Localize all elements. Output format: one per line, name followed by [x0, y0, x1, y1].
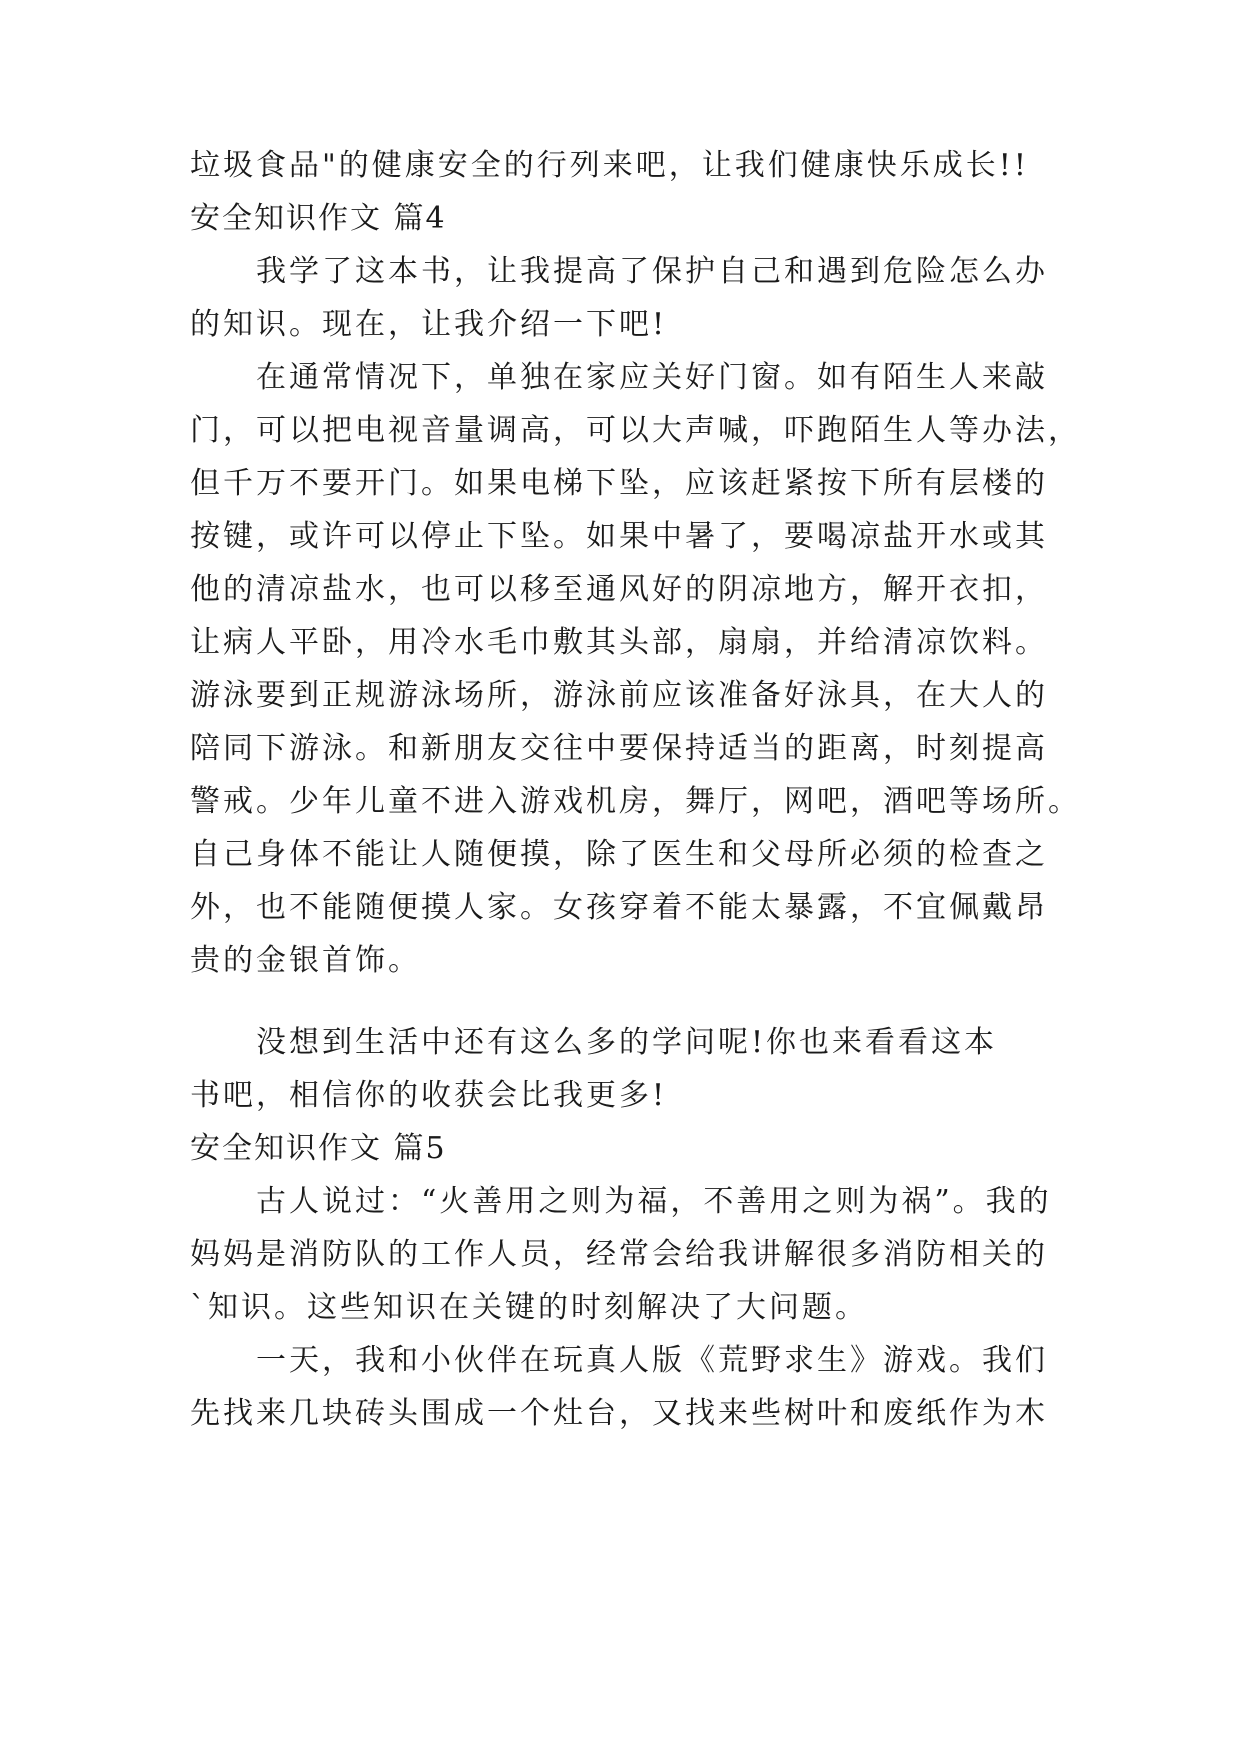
paragraph-line: 但千万不要开门。如果电梯下坠，应该赶紧按下所有层楼的 [190, 466, 1048, 501]
paragraph-line: 古人说过：“火善用之则为福，不善用之则为祸”。我的 [256, 1184, 1052, 1219]
paragraph-line: 一天，我和小伙伴在玩真人版《荒野求生》游戏。我们 [256, 1343, 1048, 1378]
paragraph-line: 的知识。现在，让我介绍一下吧! [190, 307, 668, 342]
paragraph-line: 让病人平卧，用冷水毛巾敷其头部，扇扇，并给清凉饮料。 [190, 625, 1048, 660]
paragraph-line: 妈妈是消防队的工作人员，经常会给我讲解很多消防相关的 [190, 1237, 1048, 1272]
paragraph-line: 没想到生活中还有这么多的学问呢!你也来看看这本 [256, 1025, 998, 1060]
paragraph-line: 门，可以把电视音量调高，可以大声喊，吓跑陌生人等办法， [190, 413, 1081, 448]
paragraph-line: 外，也不能随便摸人家。女孩穿着不能太暴露，不宜佩戴昂 [190, 890, 1048, 925]
paragraph-line: 游泳要到正规游泳场所，游泳前应该准备好泳具，在大人的 [190, 678, 1048, 713]
paragraph-line: 贵的金银首饰。 [190, 943, 421, 978]
paragraph-line: 先找来几块砖头围成一个灶台，又找来些树叶和废纸作为木 [190, 1396, 1048, 1431]
section-heading: 安全知识作文 篇4 [190, 201, 447, 236]
paragraph-line: 垃圾食品"的健康安全的行列来吧，让我们健康快乐成长!! [190, 148, 1029, 183]
paragraph-line: 书吧，相信你的收获会比我更多! [190, 1078, 668, 1113]
paragraph-line: `知识。这些知识在关键的时刻解决了大问题。 [190, 1290, 868, 1325]
paragraph-line: 他的清凉盐水，也可以移至通风好的阴凉地方，解开衣扣， [190, 572, 1048, 607]
paragraph-line: 按键，或许可以停止下坠。如果中暑了，要喝凉盐开水或其 [190, 519, 1048, 554]
paragraph-line: 警戒。少年儿童不进入游戏机房，舞厅，网吧，酒吧等场所。 [190, 784, 1081, 819]
paragraph-line: 在通常情况下，单独在家应关好门窗。如有陌生人来敲 [256, 360, 1048, 395]
paragraph-line: 我学了这本书，让我提高了保护自己和遇到危险怎么办 [256, 254, 1048, 289]
paragraph-line: 陪同下游泳。和新朋友交往中要保持适当的距离，时刻提高 [190, 731, 1048, 766]
section-heading: 安全知识作文 篇5 [190, 1131, 447, 1166]
paragraph-line: 自己身体不能让人随便摸，除了医生和父母所必须的检查之 [190, 837, 1048, 872]
